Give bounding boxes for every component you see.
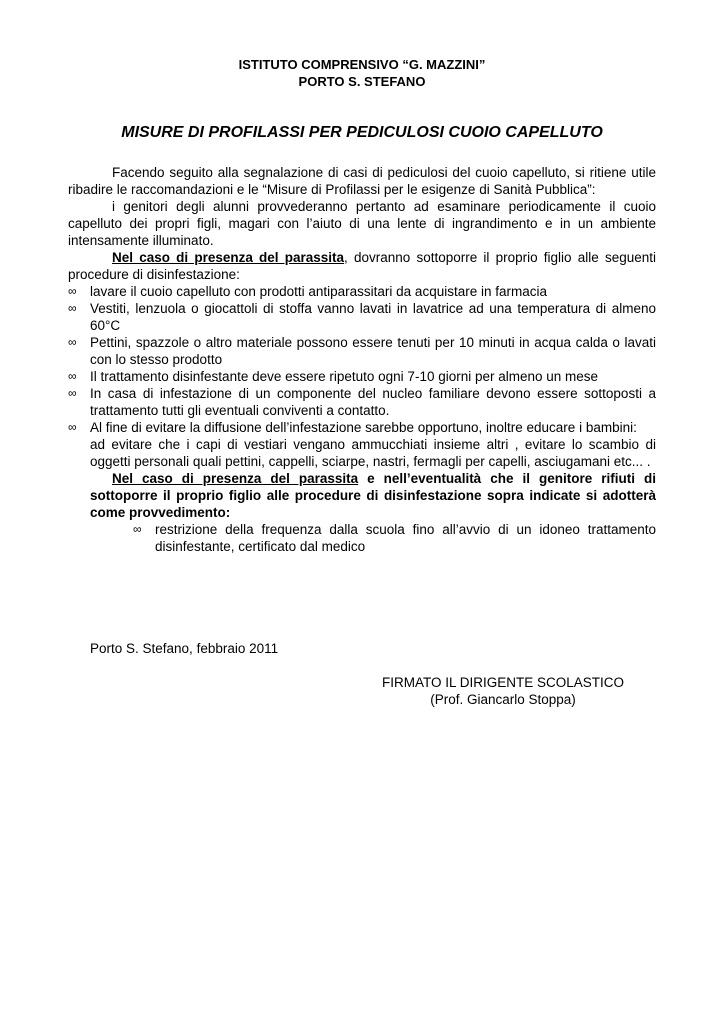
- document-body: [68, 164, 656, 555]
- infinity-bullet-icon: ∞: [68, 386, 77, 400]
- infinity-bullet-icon: ∞: [68, 335, 77, 349]
- parents-paragraph: i genitori degli alunni provvederanno pertanto ad esaminare periodicamente il cuoio capelluto dei propri figli, magari con l’aiuto di una lente di ingrandimento e in un ambiente intensamente illuminato.: [68, 199, 656, 248]
- infinity-bullet-icon: ∞: [68, 369, 77, 383]
- measure-list: [68, 521, 656, 555]
- list-item: ∞ restrizione della frequenza dalla scuola fino all’avvio di un idoneo trattamento disinfestante, certificato dal medico: [133, 522, 656, 554]
- document-title: MISURE DI PROFILASSI PER PEDICULOSI CUOIO CAPELLUTO: [121, 124, 603, 141]
- case-underlined: Nel caso di presenza del parassita: [112, 250, 345, 265]
- list-item: ∞ Vestiti, lenzuola o giocattoli di stoffa vanno lavati in lavatrice ad una temperatura di almeno 60°C: [68, 301, 656, 333]
- infinity-bullet-icon: ∞: [133, 522, 142, 536]
- procedure-list: [68, 283, 656, 436]
- list-item: ∞ In casa di infestazione di un componente del nucleo familiare devono essere sottoposti a trattamento tutti gli eventuali conviventi a contatto.: [68, 386, 656, 418]
- list-item: ∞ lavare il cuoio capelluto con prodotti antiparassitari da acquistare in farmacia: [68, 284, 547, 299]
- refusal-rest: e nell’eventualità che il genitore rifiuti di sottoporre il proprio figlio alle procedure di disinfestazione sopra indicate si adotterà come provvedimento:: [90, 471, 656, 520]
- school-name: ISTITUTO COMPRENSIVO “G. MAZZINI”: [238, 57, 486, 72]
- place-date: Porto S. Stefano, febbraio 2011: [90, 641, 279, 656]
- case-rest: , dovranno sottoporre il proprio figlio alle seguenti procedure di disinfestazione:: [68, 250, 656, 282]
- signature-name: (Prof. Giancarlo Stoppa): [430, 692, 576, 707]
- case-paragraph: [68, 249, 656, 283]
- list-item: ∞ Il trattamento disinfestante deve essere ripetuto ogni 7-10 giorni per almeno un mese: [68, 369, 599, 384]
- signature-block: [370, 674, 636, 708]
- children-note: ad evitare che i capi di vestiari vengano ammucchiati insieme altri , evitare lo scambio di oggetti personali quali pettini, cappelli, sciarpe, nastri, fermagli per capelli, asciugamani etc... .: [90, 437, 656, 469]
- school-town: PORTO S. STEFANO: [298, 74, 426, 89]
- refusal-paragraph: [90, 470, 656, 521]
- infinity-bullet-icon: ∞: [68, 301, 77, 315]
- intro-paragraph: Facendo seguito alla segnalazione di casi di pediculosi del cuoio capelluto, si ritiene utile ribadire le raccomandazioni e le “Misure di Profilassi per le esigenze di Sanità Pubblica”:: [68, 165, 656, 197]
- list-item: ∞ Pettini, spazzole o altro materiale possono essere tenuti per 10 minuti in acqua calda o lavati con lo stesso prodotto: [68, 335, 656, 367]
- infinity-bullet-icon: ∞: [68, 420, 77, 434]
- signature-title: FIRMATO IL DIRIGENTE SCOLASTICO: [381, 675, 625, 690]
- list-item: ∞ Al fine di evitare la diffusione dell’infestazione sarebbe opportuno, inoltre educare i bambini:: [68, 420, 637, 435]
- refusal-underlined: Nel caso di presenza del parassita: [112, 471, 359, 486]
- infinity-bullet-icon: ∞: [68, 284, 77, 298]
